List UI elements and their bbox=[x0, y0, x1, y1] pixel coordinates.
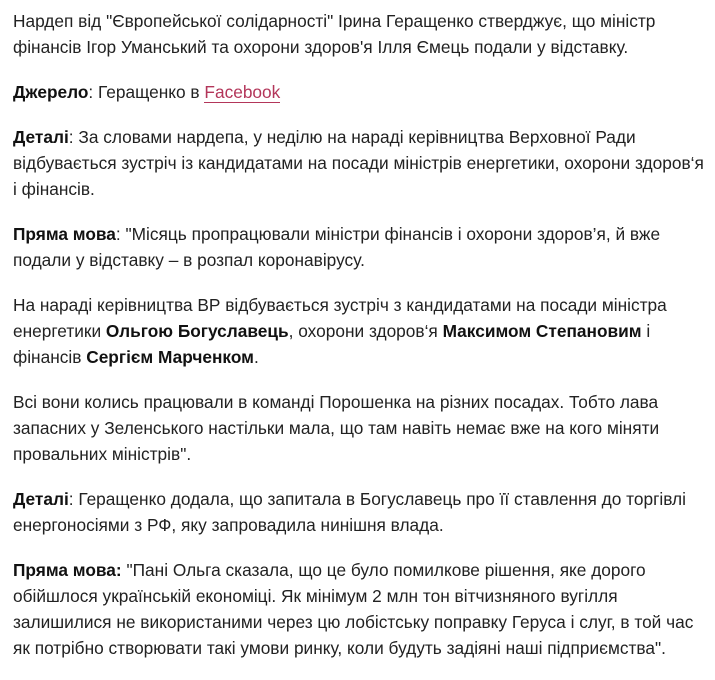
paragraph-intro bbox=[13, 8, 707, 60]
candidates-text-1: На нараді керівництва ВР відбувається зустріч з кандидатами на посади міністра енергетики bbox=[13, 295, 667, 341]
details-text-2: Геращенко додала, що запитала в Богуславець про її ставлення до торгівлі енергоносіями з РФ, яку запровадила нинішня влада. bbox=[13, 489, 686, 535]
candidates-text-2: , охорони здоров‘я bbox=[288, 321, 443, 341]
details-label: Деталі bbox=[13, 127, 69, 147]
candidates-text-3: і фінансів bbox=[13, 321, 651, 367]
paragraph-candidates bbox=[13, 292, 707, 370]
facebook-link[interactable]: Facebook bbox=[204, 82, 281, 102]
source-label: Джерело bbox=[13, 82, 89, 102]
quote-text-2: "Пані Ольга сказала, що це було помилкове рішення, яке дорого обійшлося українській економіці. Як мінімум 2 млн тон вітчизняного вугілля залишилися не використаними через цю лобістську поправку Геруса і слуг, в той час як потрібно створювати такі умови ринку, коли будуть задіяні наші підприємства". bbox=[13, 560, 694, 658]
source-text: Геращенко в bbox=[98, 82, 205, 102]
details-separator: : bbox=[68, 127, 79, 147]
quote-text: "Місяць пропрацювали міністри фінансів і охорони здоров’я, й вже подали у відставку – в розпал коронавірусу. bbox=[13, 224, 661, 270]
details-label-2: Деталі bbox=[13, 489, 69, 509]
candidate-health-name: Максимом Степановим bbox=[442, 321, 642, 341]
candidate-finance-name: Сергієм Марченком bbox=[86, 347, 254, 367]
candidate-energy-name: Ольгою Богуславець bbox=[105, 321, 289, 341]
quote-continued-text: Всі вони колись працювали в команді Порошенка на різних посадах. Тобто лава запасних у Зеленського настільки мала, що там навіть немає вже на кого міняти провальних міністрів". bbox=[13, 392, 660, 464]
paragraph-details-2 bbox=[13, 486, 707, 538]
article-body bbox=[13, 8, 707, 680]
paragraph-quote-continued bbox=[13, 389, 707, 467]
paragraph-quote-2 bbox=[13, 557, 707, 661]
source-separator: : bbox=[88, 82, 99, 102]
quote-label-2: Пряма мова: bbox=[13, 560, 122, 580]
intro-text: Нардеп від "Європейської солідарності" Ірина Геращенко стверджує, що міністр фінансів Ігор Уманський та охорони здоров'я Ілля Ємець подали у відставку. bbox=[13, 11, 656, 57]
quote-label: Пряма мова bbox=[13, 224, 116, 244]
quote-separator: : bbox=[115, 224, 126, 244]
details-text: За словами нардепа, у неділю на нараді керівництва Верховної Ради відбувається зустріч із кандидатами на посади міністрів енергетики, охорони здоров‘я і фінансів. bbox=[13, 127, 704, 199]
candidates-text-4: . bbox=[253, 347, 259, 367]
paragraph-quote-1 bbox=[13, 221, 707, 273]
details-separator-2: : bbox=[68, 489, 79, 509]
paragraph-source bbox=[13, 79, 707, 105]
paragraph-details-1 bbox=[13, 124, 707, 202]
